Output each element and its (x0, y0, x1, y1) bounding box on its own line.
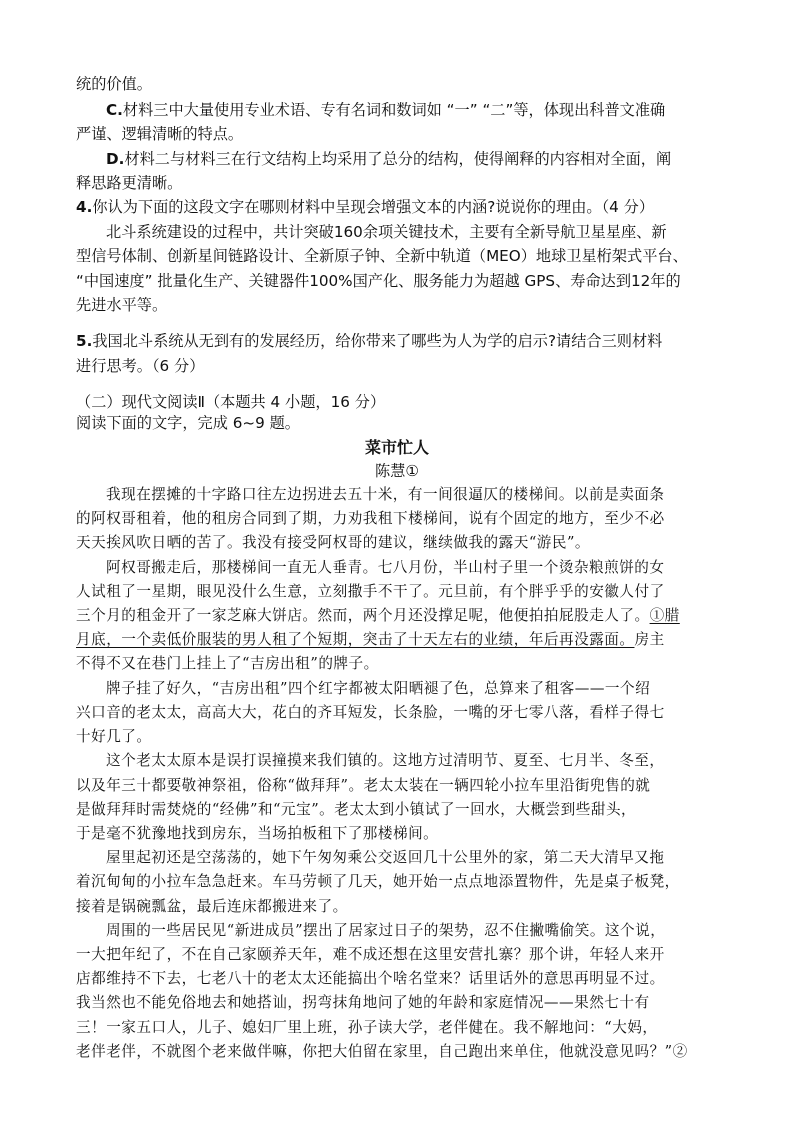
article-line: 一大把年纪了，不在自己家颐养天年，难不成还想在这里安营扎寨？那个讲，年轻人来开 (76, 946, 665, 963)
article-line: 周围的一些居民见“新进成员”摆出了居家过日子的架势，忍不住撇嘴偷笑。这个说， (106, 922, 666, 939)
option-d (106, 148, 671, 170)
question-5-text-2: 进行思考。（6 分） (76, 357, 205, 375)
article-line: 我当然也不能免俗地去和她搭讪，拐弯抹角地问了她的年龄和家庭情况——果然七十有 (76, 994, 650, 1011)
article-author: 陈慧① (375, 462, 419, 480)
article-line: 兴口音的老太太，高高大大，花白的齐耳短发，长条脸，一嘴的牙七零八落，看样子得七 (76, 704, 665, 721)
article-line: 三！一家五口人，儿子、媳妇厂里上班，孙子读大学，老伴健在。我不解地问：“大妈， (76, 1019, 658, 1036)
article-line (76, 605, 680, 627)
underlined-sentence: ①腊 (649, 607, 680, 624)
article-line: 的阿权哥租着，他的租房合同到了期，力劝我租下楼梯间，说有个固定的地方，至少不必 (76, 510, 665, 527)
option-a-tail: 统的价值。 (76, 75, 152, 93)
q4-passage-line: 先进水平等。 (76, 296, 168, 314)
q4-passage-line: “中国速度” 批量化生产、关键器件100%国产化、服务能力为超越 GPS、寿命达到12年的 (76, 272, 681, 290)
question-4-number: 4. (76, 198, 93, 216)
option-c (106, 99, 665, 121)
article-text: 三个月的租金开了一家芝麻大饼店。然而，两个月还没撑足呢，他便拍拍屁股走人了。 (76, 607, 650, 624)
question-5 (76, 330, 662, 352)
q4-passage-line: 北斗系统建设的过程中，共计突破160余项关键技术，主要有全新导航卫星星座、新 (106, 223, 667, 241)
question-4 (76, 196, 654, 218)
question-4-stem: 你认为下面的这段文字在哪则材料中呈现会增强文本的内涵?说说你的理由。（4 分） (92, 198, 655, 216)
q4-passage-line: 型信号体制、创新星间链路设计、全新原子钟、全新中轨道（MEO）地球卫星桁架式平台、 (76, 247, 688, 265)
article-line: 店都维持不下去，七老八十的老太太还能搞出个啥名堂来？话里话外的意思再明显不过。 (76, 970, 665, 987)
article-line: 于是毫不犹豫地找到房东，当场拍板租下了那楼梯间。 (76, 825, 439, 842)
article-line: 着沉甸甸的小拉车急急赶来。车马劳顿了几天，她开始一点点地添置物件，先是桌子板凳， (76, 873, 680, 890)
question-5-number: 5. (76, 332, 93, 350)
article-line: 天天挨风吹日晒的苦了。我没有接受阿权哥的建议，继续做我的露天“游民”。 (76, 534, 591, 551)
article-text: 房主 (634, 631, 665, 648)
article-line: 屋里起初还是空荡荡的，她下午匆匆乘公交返回几十公里外的家，第二天大清早又拖 (106, 849, 665, 866)
article-line: 是做拜拜时需焚烧的“经佛”和“元宝”。老太太到小镇试了一回水，大概尝到些甜头， (76, 801, 637, 818)
underlined-sentence: 月底，一个卖低价服装的男人租了个短期，突击了十天左右的业绩，年后再没露面。 (76, 631, 635, 648)
option-d-text-2: 释思路更清晰。 (76, 174, 183, 192)
article-line: 我现在摆摊的十字路口往左边拐进去五十米，有一间很逼仄的楼梯间。以前是卖面条 (106, 486, 665, 503)
option-c-text-1: 材料三中大量使用专业术语、专有名词和数词如 “一” “二”等，体现出科普文准确 (122, 101, 666, 119)
article-title: 菜市忙人 (364, 438, 429, 457)
article-line: 以及年三十都要敬神祭祖，俗称“做拜拜”。老太太装在一辆四轮小拉车里沿街兜售的就 (76, 777, 651, 794)
article-line: 人试租了一星期，眼见没什么生意，立刻撒手不干了。元旦前，有个胖乎乎的安徽人付了 (76, 583, 665, 600)
section-instruction: 阅读下面的文字，完成 6~9 题。 (76, 414, 300, 432)
article-line: 老伴老伴，不就图个老来做伴嘛，你把大伯留在家里，自己跑出来单住，他就没意见吗？”② (76, 1043, 688, 1060)
article-line: 十好几了。 (76, 728, 152, 745)
option-c-label: C. (106, 101, 123, 119)
article-line: 牌子挂了好久，“吉房出租”四个红字都被太阳晒褪了色，总算来了租客——一个绍 (106, 680, 651, 697)
option-c-text-2: 严谨、逻辑清晰的特点。 (76, 125, 244, 143)
article-line: 这个老太太原本是误打误撞摸来我们镇的。这地方过清明节、夏至、七月半、冬至， (106, 752, 665, 769)
article-line: 不得不又在巷门上挂上了“吉房出租”的牌子。 (76, 655, 379, 672)
question-5-text-1: 我国北斗系统从无到有的发展经历，给你带来了哪些为人为学的启示?请结合三则材料 (92, 332, 663, 350)
option-d-label: D. (106, 150, 125, 168)
article-line: 接着是锅碗瓢盆，最后连床都搬进来了。 (76, 898, 348, 915)
article-line: 阿权哥搬走后，那楼梯间一直无人垂青。七八月份，半山村子里一个烫杂粮煎饼的女 (106, 559, 665, 576)
article-line (76, 629, 665, 651)
option-d-text-1: 材料二与材料三在行文结构上均采用了总分的结构，使得阐释的内容相对全面，阐 (124, 150, 672, 168)
section-heading: （二）现代文阅读Ⅱ（本题共 4 小题，16 分） (76, 393, 386, 411)
